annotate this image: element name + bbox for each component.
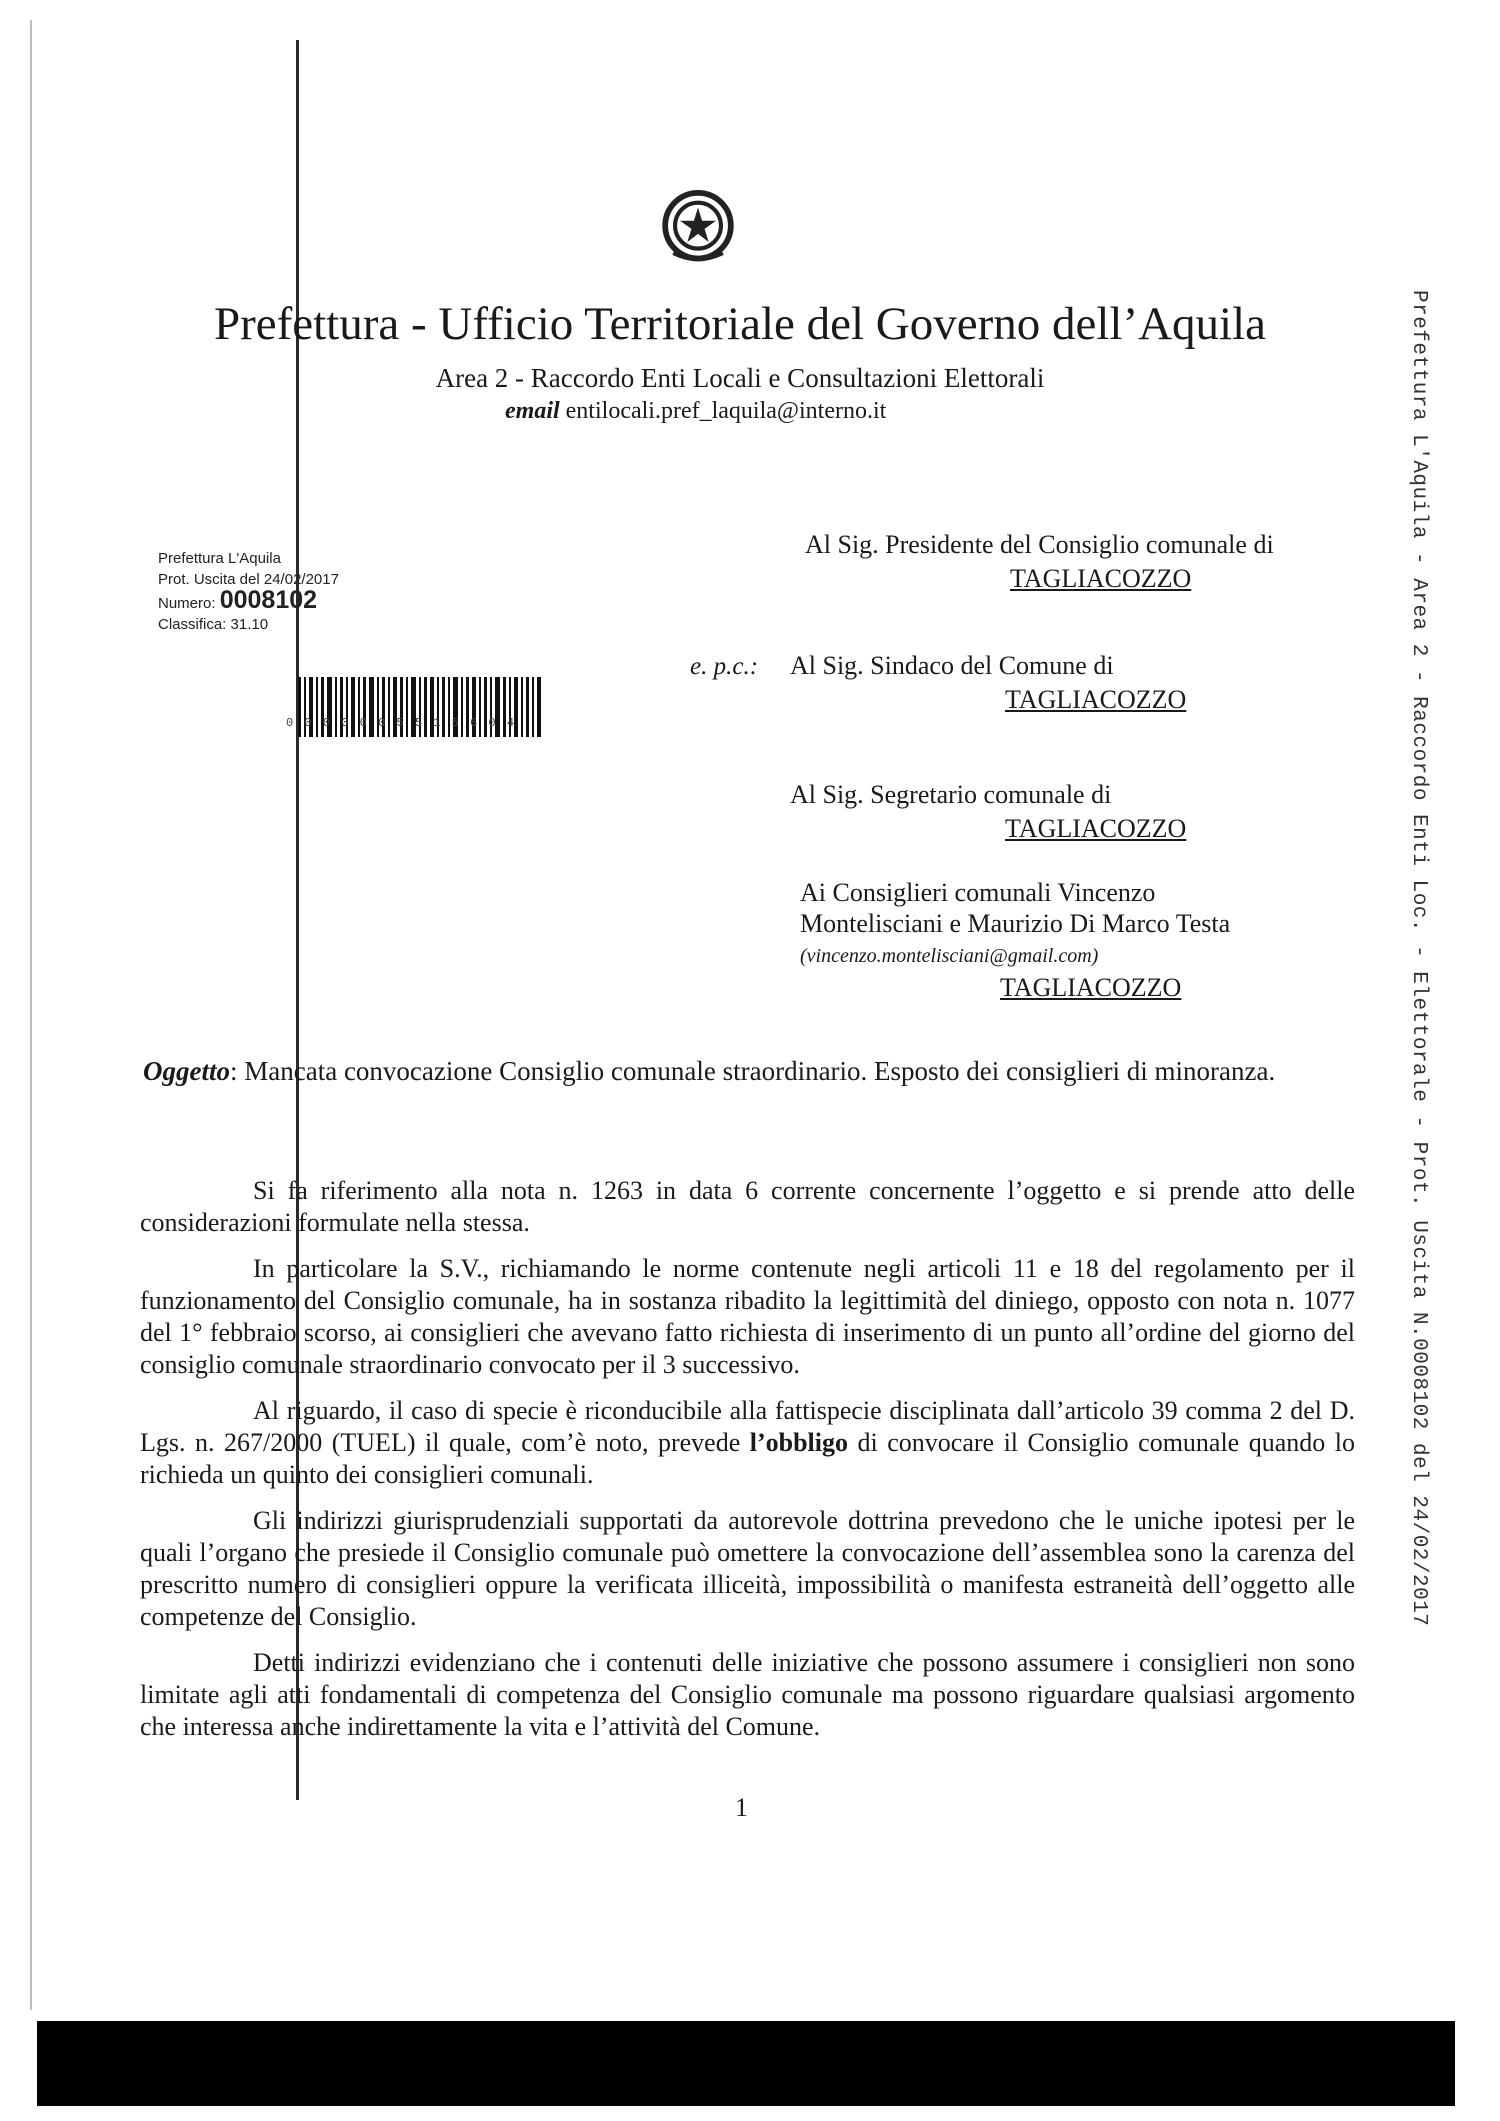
stamp-protocol: Prot. Uscita del 24/02/2017	[158, 571, 339, 588]
header-email	[505, 398, 886, 425]
recipient-line: Al Sig. Sindaco del Comune di	[790, 651, 1114, 680]
paragraph-1: Si fa riferimento alla nota n. 1263 in data 6 corrente concernente l’oggetto e si prende atto delle considerazioni formulate nella stessa.	[140, 1176, 1355, 1237]
recipient-line-2: Montelisciani e Maurizio Di Marco Testa	[800, 909, 1231, 938]
subject-line	[143, 1054, 1353, 1088]
letter-body	[140, 1175, 1355, 1757]
paragraph-3-part-c: di convocare il Consiglio comunale quando lo richieda un quinto dei consiglieri comunali.	[140, 1428, 1355, 1489]
subject-label: Oggetto	[143, 1056, 230, 1086]
paragraph-3-part-a: Al riguardo, il caso di specie è riconducibile alla fattispecie disciplinata dall’articolo 39 comma 2 del D. Lgs. n. 267/2000 (TUEL) il quale, com’è noto, prevede	[140, 1396, 1355, 1457]
paragraph-3	[140, 1395, 1355, 1491]
stamp-office: Prefettura L'Aquila	[158, 550, 281, 567]
stamp-number-row	[158, 586, 339, 614]
recipient-city: TAGLIACOZZO	[1000, 973, 1182, 1002]
vertical-protocol-text: Prefettura L'Aquila - Area 2 - Raccordo Enti Loc. - Elettorale - Prot. Uscita N.0008102 del 24/02/2017	[1407, 290, 1430, 1627]
subject-text: : Mancata convocazione Consiglio comunale straordinario. Esposto dei consiglieri di minoranza.	[230, 1056, 1276, 1086]
paragraph-5: Detti indirizzi evidenziano che i contenuti delle iniziative che possono assumere i consiglieri non sono limitate agli atti fondamentali di competenza del Consiglio comunale ma possono riguardare qualsiasi argomento che interessa anche indirettamente la vita e l’attività del Comune.	[140, 1648, 1355, 1741]
stamp-number-label: Numero:	[158, 595, 216, 612]
stamp-number: 0008102	[219, 586, 318, 614]
recipient-city: TAGLIACOZZO	[1005, 814, 1187, 843]
email-address: entilocali.pref_laquila@interno.it	[565, 398, 887, 424]
recipient-presidente	[805, 530, 1274, 594]
email-label: email	[505, 398, 560, 424]
barcode-digits: 0 0 0 0 0 0 5 5 1 5 6 0 4	[286, 716, 517, 730]
recipient-city: TAGLIACOZZO	[1010, 564, 1192, 593]
page-number: 1	[735, 1793, 748, 1822]
recipient-city: TAGLIACOZZO	[1005, 685, 1187, 714]
paragraph-3-emphasis: l’obbligo	[749, 1428, 848, 1457]
epc-label: e. p.c.:	[690, 653, 759, 680]
recipient-segretario	[790, 780, 1186, 844]
italian-republic-emblem-icon	[657, 183, 739, 265]
scan-bottom-bar	[37, 2021, 1455, 2106]
stamp-classifica: Classifica: 31.10	[158, 616, 269, 633]
header-subtitle: Area 2 - Raccordo Enti Locali e Consultazioni Elettorali	[435, 363, 1045, 393]
recipient-sindaco	[790, 651, 1186, 715]
recipient-line: Al Sig. Segretario comunale di	[790, 780, 1112, 809]
recipient-line: Ai Consiglieri comunali Vincenzo	[800, 878, 1156, 907]
paragraph-2: In particolare la S.V., richiamando le norme contenute negli articoli 11 e 18 del regolamento per il funzionamento del Consiglio comunale, ha in sostanza ribadito la legittimità del diniego, opposto con nota n. 1077 del 1° febbraio scorso, ai consiglieri che avevano fatto richiesta di inserimento di un punto all’ordine del giorno del consiglio comunale straordinario convocato per il 3 successivo.	[140, 1254, 1355, 1379]
header-title: Prefettura - Ufficio Territoriale del Governo dell’Aquila	[213, 298, 1267, 350]
protocol-stamp	[158, 548, 339, 635]
recipient-line: Al Sig. Presidente del Consiglio comunale di	[805, 530, 1274, 559]
paragraph-4: Gli indirizzi giurisprudenziali supportati da autorevole dottrina prevedono che le uniche ipotesi per le quali l’organo che presiede il Consiglio comunale può omettere la convocazione dell’assemblea sono la carenza del prescritto numero di consiglieri oppure la verificata illiceità, impossibilità o manifesta estraneità dell’oggetto alle competenze del Consiglio.	[140, 1506, 1355, 1631]
recipient-email: (vincenzo.montelisciani@gmail.com)	[800, 945, 1099, 967]
recipient-consiglieri	[800, 877, 1230, 1003]
